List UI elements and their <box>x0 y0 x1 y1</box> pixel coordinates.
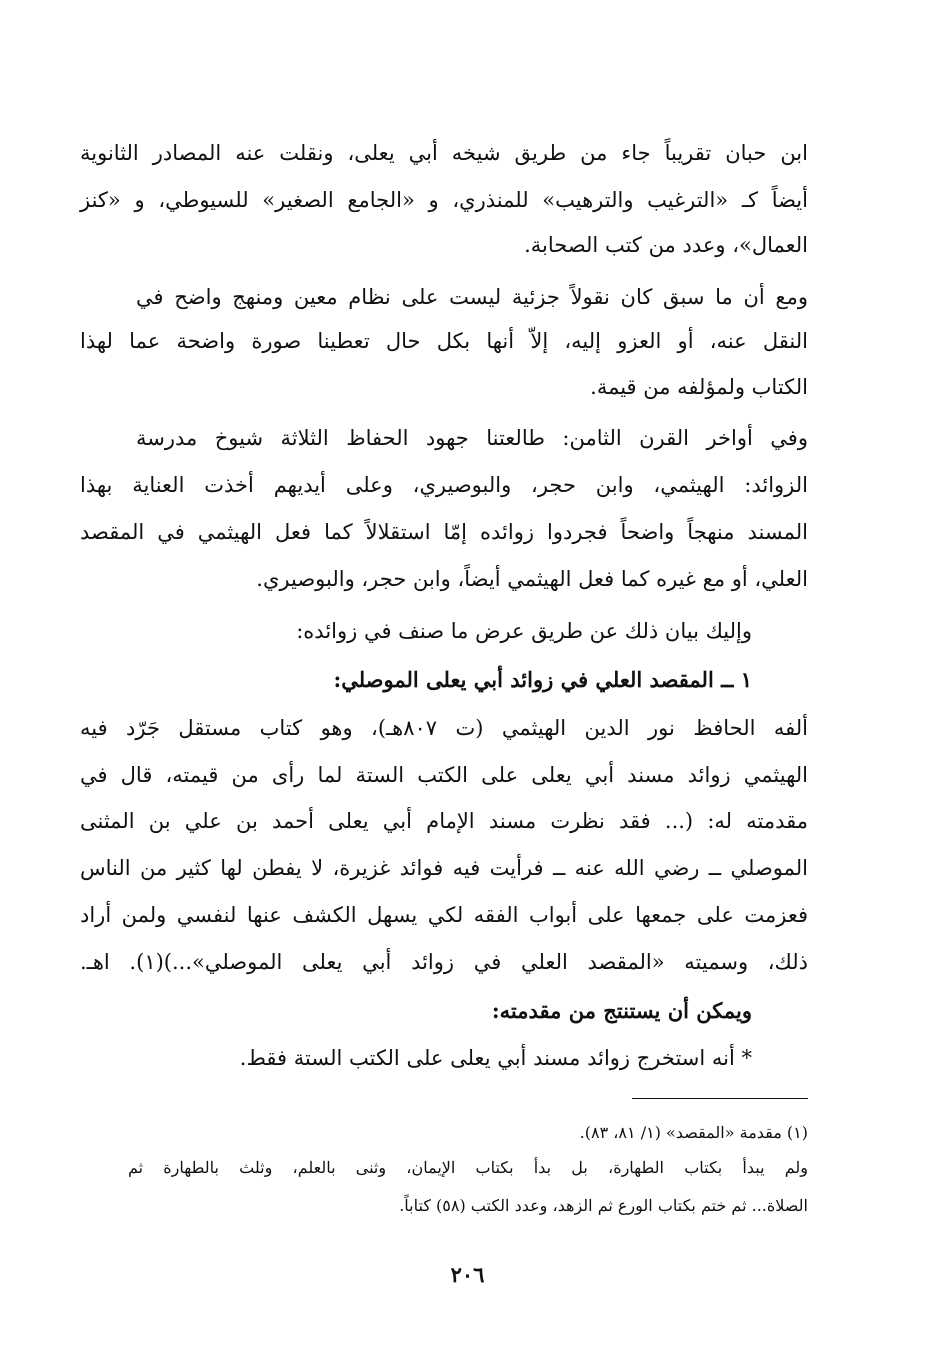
paragraph-3-line-3: المسند منهجاً واضحاً فجردوا زوائده إمّا استقلالاً كما فعل الهيثمي في المقصد <box>80 520 808 544</box>
paragraph-5-line-2: الهيثمي زوائد مسند أبي يعلى على الكتب الستة لما رأى من قيمته، قال في <box>80 763 808 787</box>
paragraph-5-line-5: فعزمت على جمعها على أبواب الفقه لكي يسهل الكشف عنها لنفسي ولمن أراد <box>80 903 808 927</box>
paragraph-6-line-1: ويمكن أن يستنتج من مقدمته: <box>491 998 752 1023</box>
paragraph-2-line-1: ومع أن ما سبق كان نقولاً جزئية ليست على نظام معين ومنهج واضح في <box>136 285 808 309</box>
page-number: ٢٠٦ <box>450 1262 485 1287</box>
paragraph-2-line-2: النقل عنه، أو العزو إليه، إلاّ أنها بكل حال تعطينا صورة واضحة عما لهذا <box>80 329 808 353</box>
paragraph-3-line-1: وفي أواخر القرن الثامن: طالعتنا جهود الحفاظ الثلاثة شيوخ مدرسة <box>136 426 808 450</box>
footnote-1-continuation-line-2: الصلاة... ثم ختم بكتاب الورع ثم الزهد، وعدد الكتب (٥٨) كتاباً. <box>399 1196 808 1215</box>
paragraph-3-line-2: الزوائد: الهيثمي، وابن حجر، والبوصيري، وعلى أيديهم أخذت العناية بهذا <box>80 473 808 497</box>
paragraph-5-line-1: ألفه الحافظ نور الدين الهيثمي (ت ٨٠٧هـ)، وهو كتاب مستقل جَرّد فيه <box>80 716 808 740</box>
section-heading: ١ ــ المقصد العلي في زوائد أبي يعلى الموصلي: <box>333 667 752 692</box>
paragraph-5-line-3: مقدمته له: (... فقد نظرت مسند الإمام أبي يعلى أحمد بن علي بن المثنى <box>80 809 808 833</box>
paragraph-1-line-3: العمال»، وعدد من كتب الصحابة. <box>524 233 808 257</box>
paragraph-4-line-1: وإليك بيان ذلك عن طريق عرض ما صنف في زوائده: <box>296 619 752 643</box>
paragraph-5-line-4: الموصلي ــ رضي الله عنه ــ فرأيت فيه فوائد غزيرة، لا يفطن لها كثير من الناس <box>80 856 808 880</box>
paragraph-1-line-2: أيضاً كـ «الترغيب والترهيب» للمنذري، و «الجامع الصغير» للسيوطي، و «كنز <box>80 188 808 212</box>
footnote-1: (١) مقدمة «المقصد» (١/ ٨١، ٨٣). <box>579 1123 808 1142</box>
paragraph-2-line-3: الكتاب ولمؤلفه من قيمة. <box>590 375 808 399</box>
paragraph-6-line-2: * أنه استخرج زوائد مسند أبي يعلى على الكتب الستة فقط. <box>239 1046 752 1070</box>
footnote-separator <box>632 1098 808 1099</box>
paragraph-3-line-4: العلي، أو مع غيره كما فعل الهيثمي أيضاً، وابن حجر، والبوصيري. <box>256 567 808 591</box>
paragraph-5-line-6: ذلك، وسميته «المقصد العلي في زوائد أبي يعلى الموصلي»...)(١). اهـ. <box>80 950 809 974</box>
paragraph-1-line-1: ابن حبان تقريباً جاء من طريق شيخه أبي يعلى، ونقلت عنه المصادر الثانوية <box>80 141 808 165</box>
footnote-1-continuation-line-1: ولم يبدأ بكتاب الطهارة، بل بدأ بكتاب الإيمان، وثنى بالعلم، وثلث بالطهارة ثم <box>128 1158 808 1177</box>
